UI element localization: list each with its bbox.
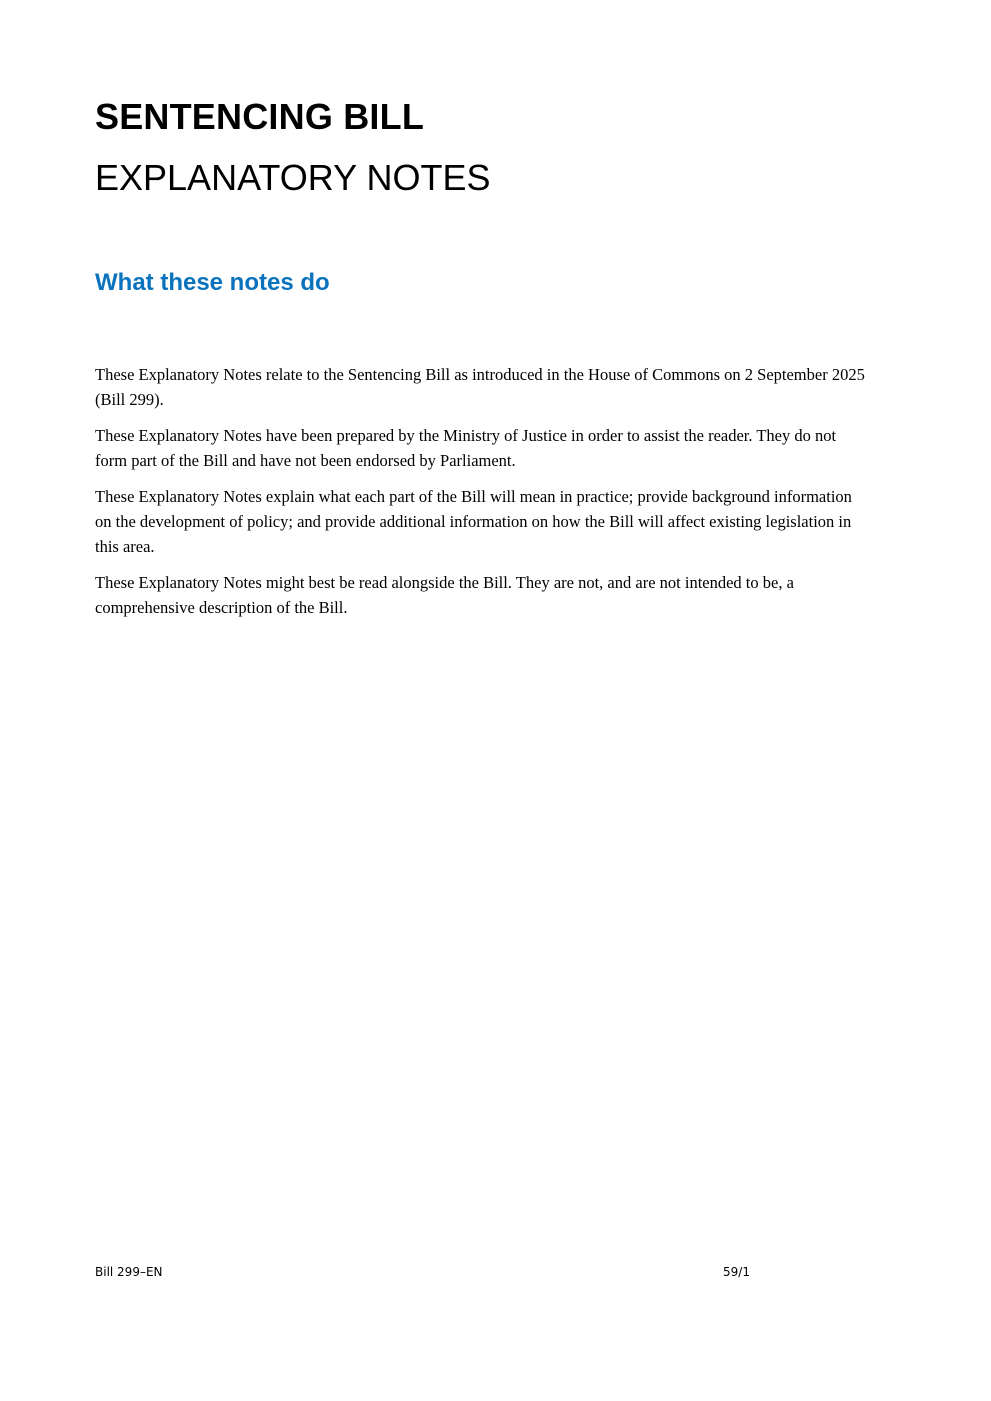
- paragraph: These Explanatory Notes explain what each part of the Bill will mean in practice; provide background information on the development of policy; and provide additional information on how the Bill will affect existing legislation in this area.: [95, 487, 852, 556]
- document-subtitle: EXPLANATORY NOTES: [95, 157, 491, 198]
- section-body: [95, 362, 865, 631]
- section-heading: What these notes do: [95, 269, 330, 296]
- footer-page-reference: 59/1: [723, 1265, 750, 1279]
- footer-bill-reference: Bill 299–EN: [95, 1265, 163, 1279]
- paragraph: These Explanatory Notes relate to the Sentencing Bill as introduced in the House of Commons on 2 September 2025 (Bill 299).: [95, 365, 865, 409]
- paragraph: These Explanatory Notes might best be read alongside the Bill. They are not, and are not intended to be, a comprehensive description of the Bill.: [95, 573, 794, 617]
- document-title: SENTENCING BILL: [95, 96, 425, 137]
- paragraph: These Explanatory Notes have been prepared by the Ministry of Justice in order to assist the reader. They do not form part of the Bill and have not been endorsed by Parliament.: [95, 426, 837, 470]
